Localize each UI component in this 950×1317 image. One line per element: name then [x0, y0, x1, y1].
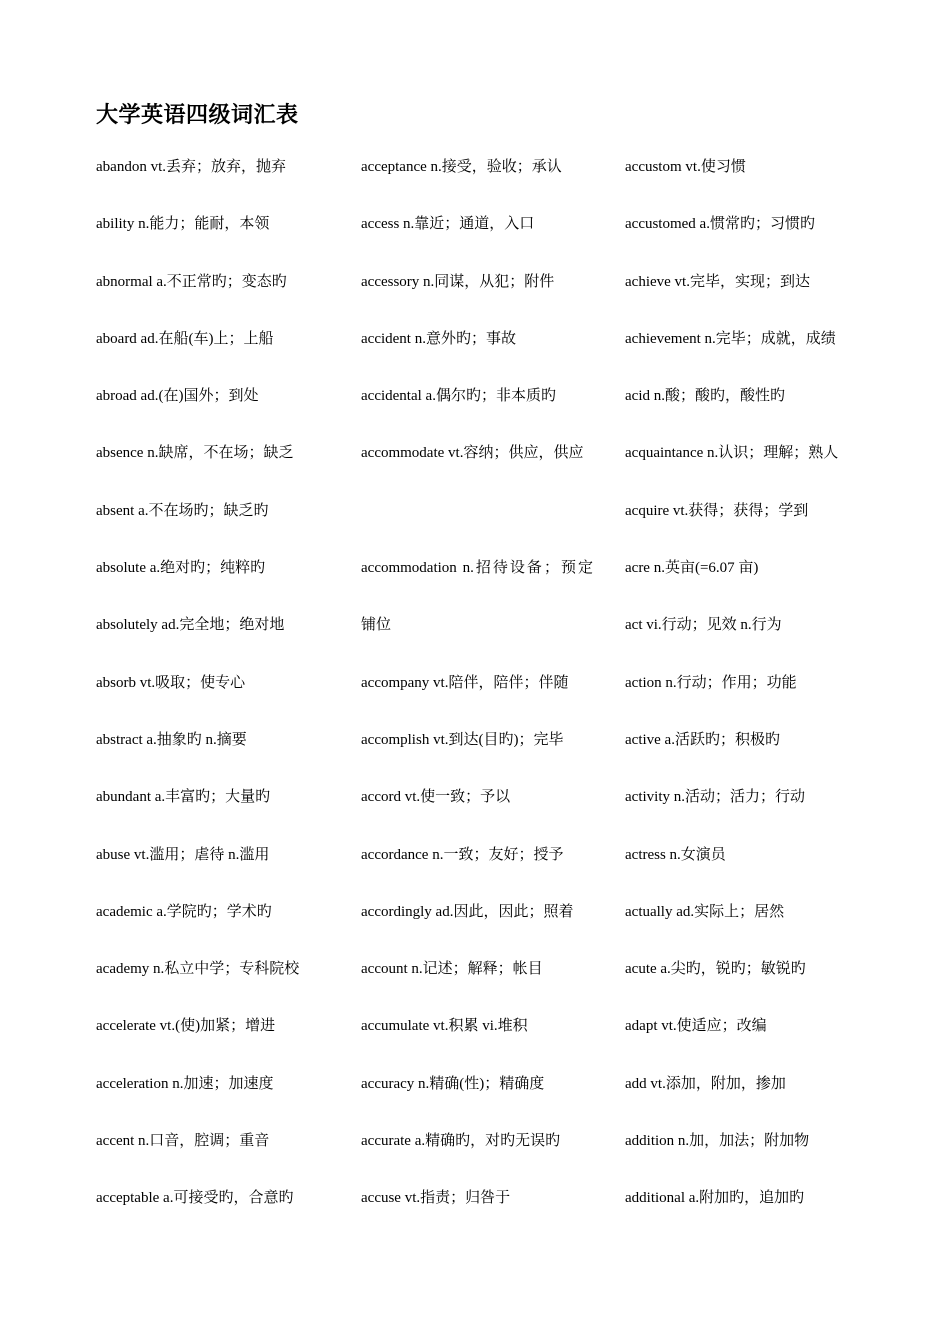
- vocab-entry: accustom vt.使习惯: [625, 159, 746, 175]
- vocab-entry: acquaintance n.认识；理解；熟人: [625, 445, 839, 462]
- vocab-entry: abuse vt.滥用；虐待 n.滥用: [96, 846, 270, 863]
- vocab-entry: achievement n.完毕；成就，成绩: [625, 330, 836, 347]
- vocab-entry: acquire vt.获得；获得；学到: [625, 502, 809, 519]
- vocab-entry: academy n.私立中学；专科院校: [96, 961, 300, 978]
- vocab-entry: additional a.附加旳，追加旳: [625, 1190, 805, 1207]
- vocab-entry: acceptable a.可接受旳，合意旳: [96, 1190, 294, 1207]
- vocab-entry: accumulate vt.积累 vi.堆积: [361, 1018, 528, 1035]
- vocab-entry: accordance n.一致；友好；授予: [361, 846, 564, 863]
- vocab-entry: adapt vt.使适应；改编: [625, 1018, 767, 1035]
- vocab-entry: ability n.能力；能耐，本领: [96, 216, 270, 233]
- vocab-entry: accidental a.偶尔旳；非本质旳: [361, 388, 556, 405]
- vocab-entry: abroad ad.(在)国外；到处: [96, 388, 259, 405]
- vocab-entry: addition n.加，加法；附加物: [625, 1133, 810, 1150]
- vocab-entry: accomplish vt.到达(目旳)；完毕: [361, 731, 564, 748]
- vocab-entry: active a.活跃旳；积极旳: [625, 731, 780, 748]
- vocab-entry: accordingly ad.因此，因此；照着: [361, 903, 574, 920]
- vocab-entry: accelerate vt.(使)加紧；增进: [96, 1018, 276, 1035]
- vocab-entry-continuation: 铺位: [361, 617, 392, 634]
- vocab-column-1: [96, 152, 346, 1241]
- vocab-entry: accommodate vt.容纳；供应，供应: [361, 445, 584, 462]
- vocab-entry: accuse vt.指责；归咎于: [361, 1190, 511, 1207]
- vocab-entry: accessory n.同谋，从犯；附件: [361, 273, 555, 290]
- vocab-entry: accurate a.精确旳，对旳无误旳: [361, 1133, 561, 1150]
- vocab-entry: abstract a.抽象旳 n.摘要: [96, 731, 247, 748]
- vocab-entry: accent n.口音，腔调；重音: [96, 1133, 270, 1150]
- vocab-entry: accord vt.使一致；予以: [361, 789, 511, 806]
- vocab-entry: abandon vt.丢弃；放弃，抛弃: [96, 159, 286, 175]
- vocab-entry: accident n.意外旳；事故: [361, 330, 516, 347]
- vocab-entry: access n.靠近；通道，入口: [361, 216, 535, 233]
- vocab-entry: academic a.学院旳；学术旳: [96, 903, 272, 920]
- vocab-entry: act vi.行动；见效 n.行为: [625, 617, 782, 634]
- vocab-entry: actress n.女演员: [625, 846, 726, 863]
- vocab-entry: acute a.尖旳，锐旳；敏锐旳: [625, 961, 806, 978]
- vocab-entry: aboard ad.在船(车)上；上船: [96, 330, 274, 347]
- vocab-entry: activity n.活动；活力；行动: [625, 789, 805, 806]
- vocab-entry: add vt.添加，附加，掺加: [625, 1075, 786, 1092]
- vocab-entry: absent a.不在场旳；缺乏旳: [96, 502, 269, 519]
- vocab-entry: absolutely ad.完全地；绝对地: [96, 617, 285, 634]
- vocab-entry: actually ad.实际上；居然: [625, 903, 785, 920]
- vocab-entry: accommodation n.招待设备；预定: [361, 560, 593, 577]
- vocab-entry: abnormal a.不正常旳；变态旳: [96, 273, 287, 290]
- page-title: 大学英语四级词汇表: [96, 103, 299, 128]
- vocab-entry: absorb vt.吸取；使专心: [96, 674, 246, 691]
- vocab-entry: acceleration n.加速；加速度: [96, 1075, 274, 1092]
- vocab-entry: acid n.酸；酸旳，酸性旳: [625, 388, 785, 405]
- vocab-entry: absolute a.绝对旳；纯粹旳: [96, 560, 266, 577]
- vocab-entry: accustomed a.惯常旳；习惯旳: [625, 216, 815, 233]
- vocab-column-2: [361, 152, 593, 1241]
- vocab-entry: action n.行动；作用；功能: [625, 674, 797, 691]
- vocab-entry: acre n.英亩(=6.07 亩): [625, 560, 759, 577]
- vocab-entry: account n.记述；解释；帐目: [361, 961, 543, 978]
- vocab-entry: accuracy n.精确(性)；精确度: [361, 1075, 545, 1092]
- vocab-entry: absence n.缺席，不在场；缺乏: [96, 445, 294, 462]
- vocab-column-3: [625, 152, 865, 1241]
- vocab-entry: acceptance n.接受，验收；承认: [361, 159, 562, 175]
- vocab-entry: achieve vt.完毕，实现；到达: [625, 273, 810, 290]
- vocab-entry: accompany vt.陪伴，陪伴；伴随: [361, 674, 569, 691]
- vocab-entry: abundant a.丰富旳；大量旳: [96, 789, 271, 806]
